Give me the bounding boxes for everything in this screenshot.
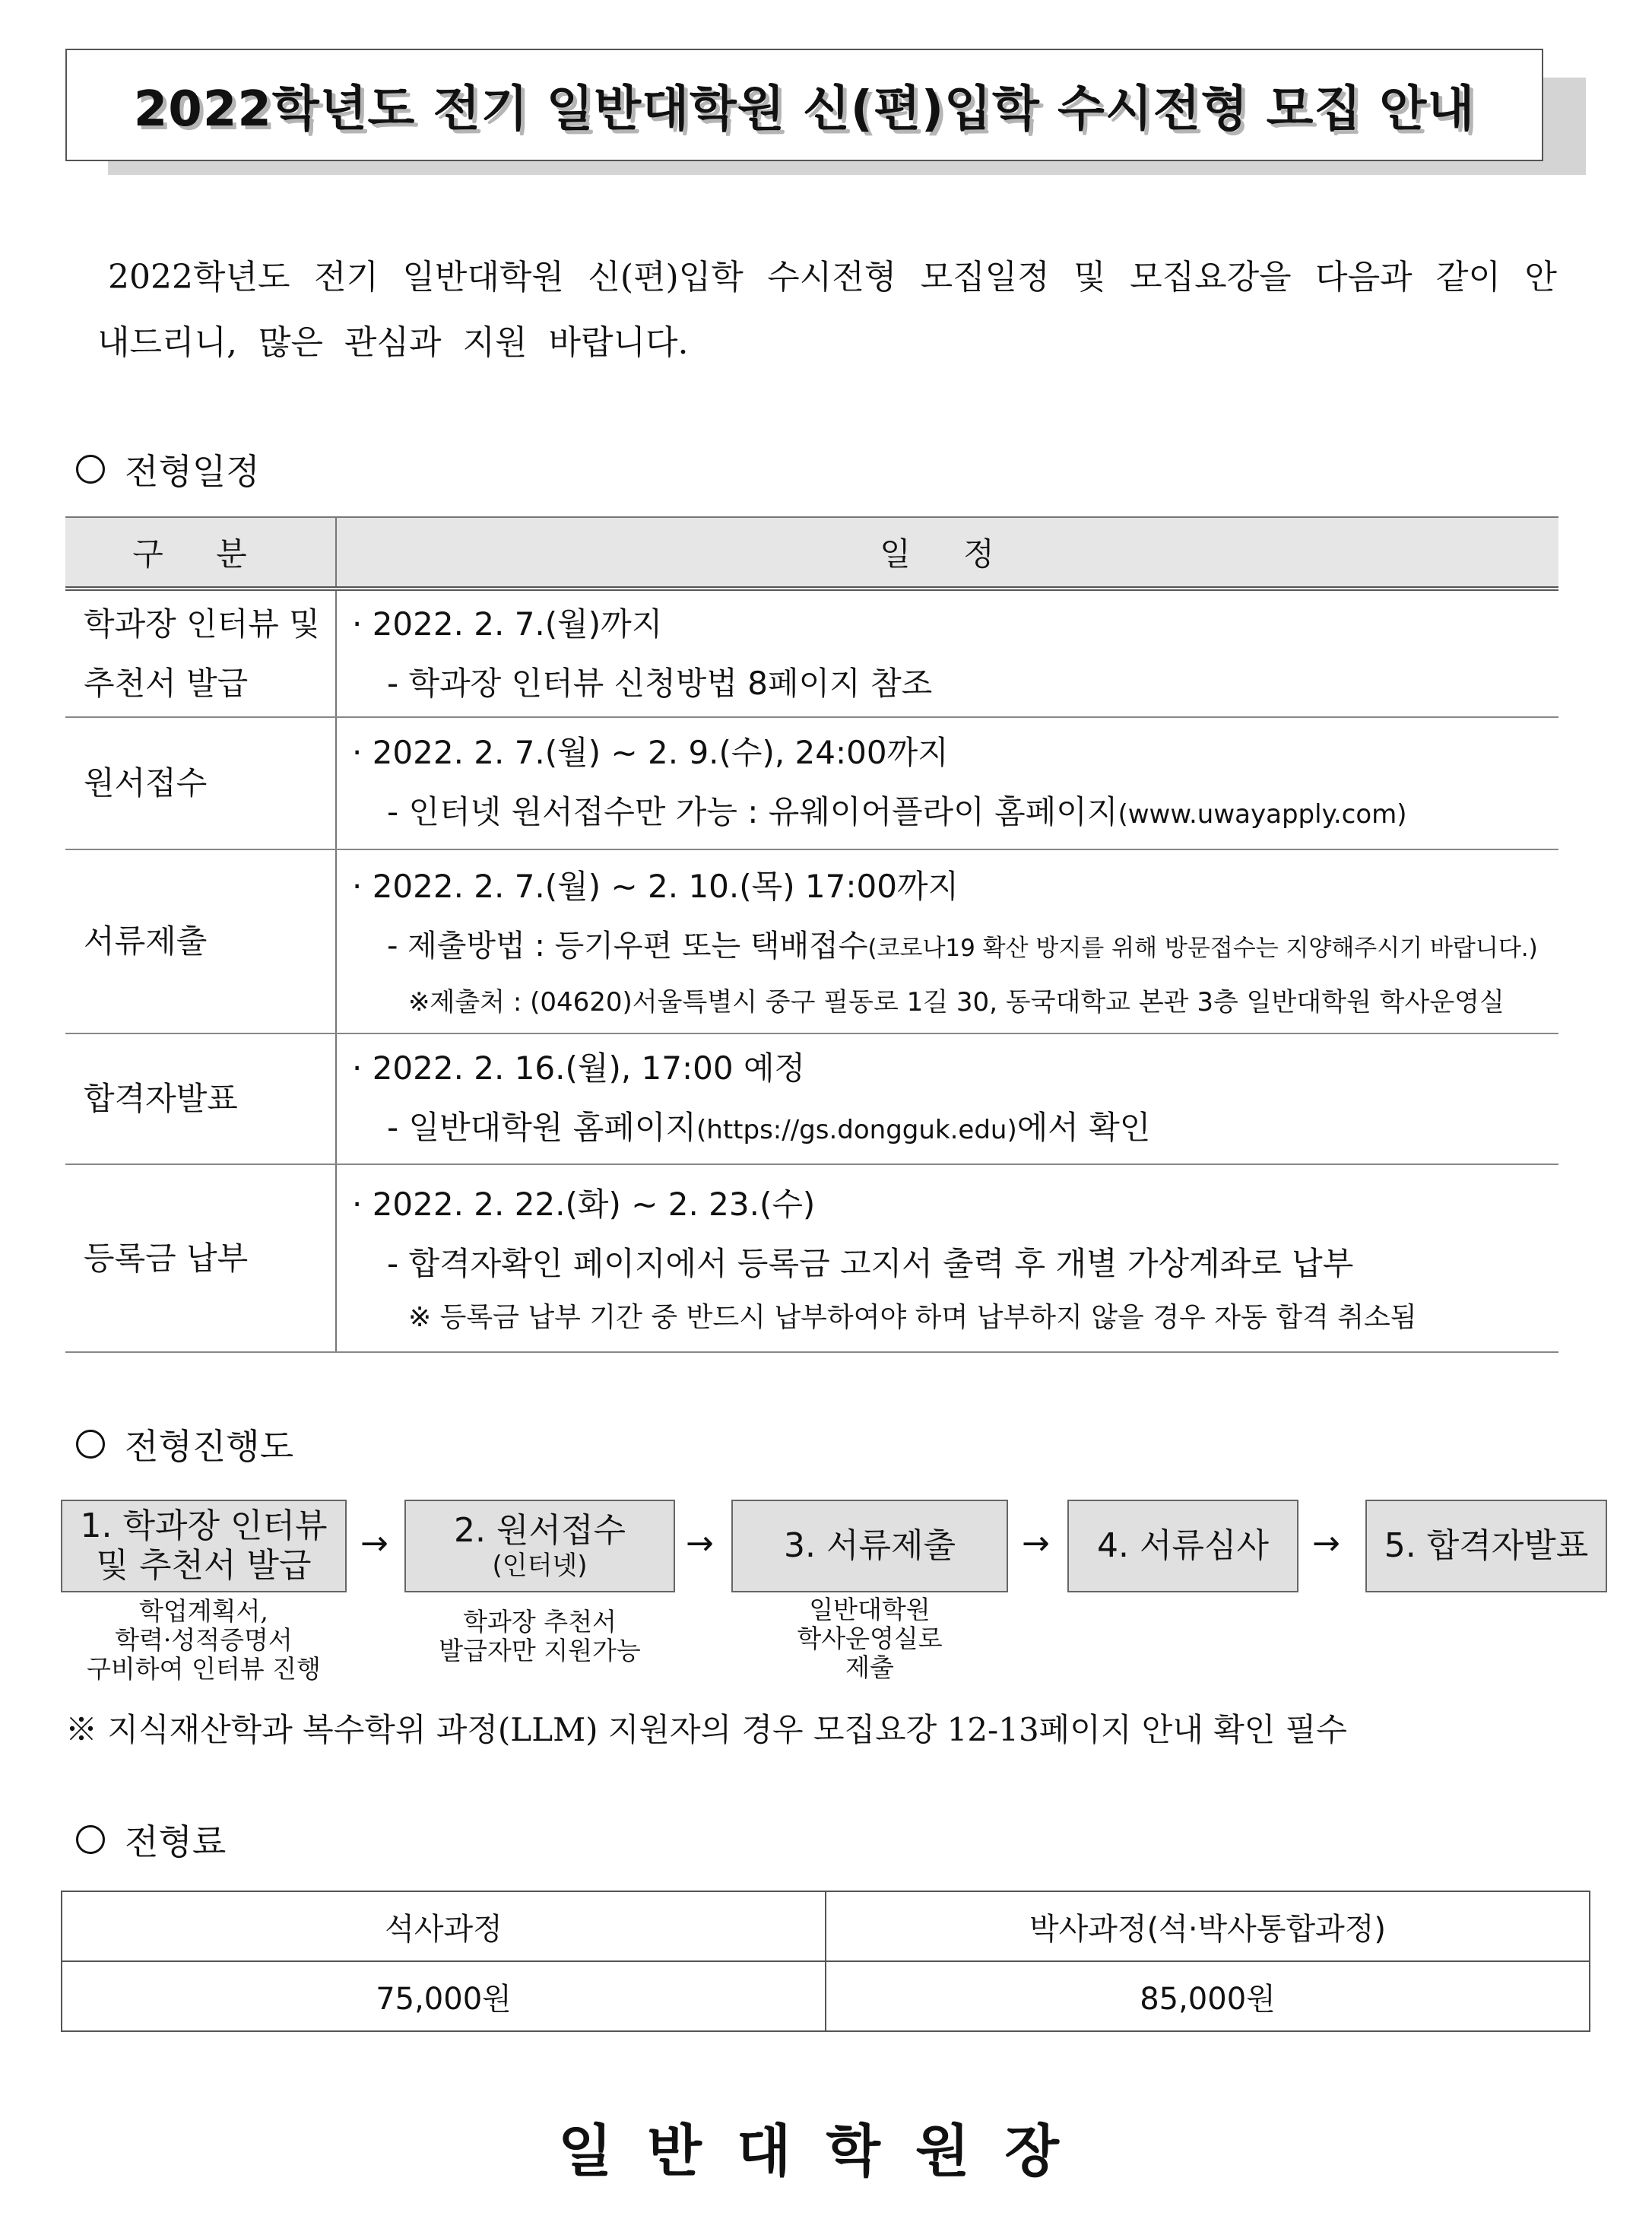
flow-step-label: 4. 서류심사 [1097, 1526, 1269, 1565]
row-main-date: · 2022. 2. 7.(월) ~ 2. 10.(목) 17:00까지 [352, 867, 959, 905]
flow-caption-line: 학과장 추천서 [463, 1607, 617, 1637]
flow-step-label: 5. 합격자발표 [1384, 1526, 1589, 1565]
flow-caption-line: 일반대학원 [809, 1595, 931, 1624]
row-note: ※제출처 : (04620)서울특별시 중구 필동로 1길 30, 동국대학교 본관 3층 일반대학원 학사운영실 [408, 986, 1505, 1018]
page-title: 2022학년도 전기 일반대학원 신(편)입학 수시전형 모집 안내 [133, 81, 1476, 138]
flow-step-sublabel: (인터넷) [492, 1551, 588, 1581]
fee-value-row [62, 1961, 1590, 2031]
section-flow-label: 전형진행도 [125, 1426, 294, 1467]
flow-arrow-icon: → [1312, 1524, 1340, 1563]
row-category-line: 추천서 발급 [84, 664, 249, 702]
row-sub-tail: 에서 확인 [1016, 1108, 1151, 1146]
flow-arrow-icon: → [686, 1524, 714, 1563]
fee-header-row [62, 1891, 1590, 1961]
row-main-date: · 2022. 2. 7.(월)까지 [352, 605, 663, 643]
flow-arrow-icon: → [360, 1524, 388, 1563]
flow-step-label: 2. 원서접수 [454, 1511, 626, 1550]
row-main-date: · 2022. 2. 22.(화) ~ 2. 23.(수) [352, 1185, 816, 1223]
flow-step-1-caption [61, 1597, 347, 1684]
flow-step-2-caption [404, 1608, 675, 1665]
fee-value-doctor: 85,000원 [826, 1961, 1590, 2031]
flow-step-label: 1. 학과장 인터뷰 [80, 1506, 328, 1545]
fee-header-master: 석사과정 [62, 1891, 826, 1961]
row-category [65, 589, 336, 717]
table-row [65, 717, 1558, 849]
table-row [65, 849, 1558, 1033]
flow-caption-line: 학력·성적증명서 [115, 1625, 293, 1655]
flow-step-2 [404, 1500, 675, 1592]
gs-dongguk-url: (https://gs.dongguk.edu) [696, 1114, 1017, 1145]
flow-arrow-icon: → [1022, 1524, 1050, 1563]
section-schedule-label: 전형일정 [125, 451, 260, 492]
row-note: ※ 등록금 납부 기간 중 반드시 납부하여야 하며 납부하지 않을 경우 자동 합격 취소됨 [408, 1301, 1417, 1333]
circle-bullet-icon [76, 1825, 105, 1854]
flow-step-4 [1067, 1500, 1298, 1592]
row-category: 등록금 납부 [65, 1164, 336, 1352]
schedule-header-row [65, 517, 1558, 589]
title-box [65, 49, 1543, 161]
row-detail [336, 1164, 1558, 1352]
table-row [65, 1164, 1558, 1352]
uwayapply-url: (www.uwayapply.com) [1118, 798, 1407, 830]
row-category-line: 학과장 인터뷰 및 [84, 605, 320, 643]
row-sub-text [352, 916, 1558, 978]
flow-caption-line: 학사운영실로 [797, 1624, 943, 1653]
flow-step-3 [731, 1500, 1008, 1592]
schedule-table [65, 516, 1558, 1353]
row-category: 원서접수 [65, 717, 336, 849]
table-row [65, 1033, 1558, 1164]
row-detail [336, 717, 1558, 849]
fee-table [61, 1891, 1590, 2032]
llm-remark: ※ 지식재산학과 복수학위 과정(LLM) 지원자의 경우 모집요강 12-13페이지 안내 확인 필수 [65, 1711, 1347, 1748]
section-fee [76, 1814, 226, 1865]
row-sub-main: - 인터넷 원서접수만 가능 : 유웨이어플라이 홈페이지 [387, 792, 1118, 830]
row-main-date: · 2022. 2. 7.(월) ~ 2. 9.(수), 24:00까지 [352, 733, 949, 771]
schedule-header-category: 구 분 [65, 517, 336, 589]
row-sub-remark: (코로나19 확산 방지를 위해 방문접수는 지양해주시기 바랍니다.) [867, 934, 1538, 962]
flow-step-3-caption [731, 1595, 1008, 1682]
row-sub-text: - 합격자확인 페이지에서 등록금 고지서 출력 후 개별 가상계좌로 납부 [387, 1244, 1354, 1282]
section-flow [76, 1419, 293, 1469]
row-main-date: · 2022. 2. 16.(월), 17:00 예정 [352, 1049, 806, 1087]
schedule-header-date: 일 정 [336, 517, 1558, 589]
fee-header-doctor: 박사과정(석·박사통합과정) [826, 1891, 1590, 1961]
row-sub-main: - 일반대학원 홈페이지 [387, 1108, 697, 1146]
row-sub-text [352, 1098, 1558, 1160]
row-detail [336, 1033, 1558, 1164]
flow-step-5 [1365, 1500, 1607, 1592]
circle-bullet-icon [76, 1430, 105, 1459]
fee-value-master: 75,000원 [62, 1961, 826, 2031]
row-detail [336, 849, 1558, 1033]
row-detail [336, 589, 1558, 717]
section-fee-label: 전형료 [125, 1821, 227, 1862]
flow-step-label: 및 추천서 발급 [96, 1546, 312, 1585]
table-row [65, 589, 1558, 717]
section-schedule [76, 444, 260, 494]
row-sub-main: - 제출방법 : 등기우편 또는 택배접수 [387, 928, 868, 964]
flow-caption-line: 발급자만 지원가능 [439, 1636, 641, 1665]
flow-step-label: 3. 서류제출 [784, 1526, 956, 1565]
intro-paragraph: 2022학년도 전기 일반대학원 신(편)입학 수시전형 모집일정 및 모집요강을 다음과 같이 안내드리니, 많은 관심과 지원 바랍니다. [97, 258, 1557, 362]
flow-caption-line: 학업계획서, [139, 1596, 268, 1626]
flow-step-1 [61, 1500, 347, 1592]
signature: 일반대학원장 [558, 2119, 1094, 2184]
row-sub-text: - 학과장 인터뷰 신청방법 8페이지 참조 [387, 664, 933, 702]
row-sub-text [352, 783, 1558, 844]
row-category: 서류제출 [65, 849, 336, 1033]
flow-caption-line: 제출 [845, 1652, 894, 1682]
circle-bullet-icon [76, 455, 105, 484]
row-category: 합격자발표 [65, 1033, 336, 1164]
flow-caption-line: 구비하여 인터뷰 진행 [87, 1654, 321, 1684]
